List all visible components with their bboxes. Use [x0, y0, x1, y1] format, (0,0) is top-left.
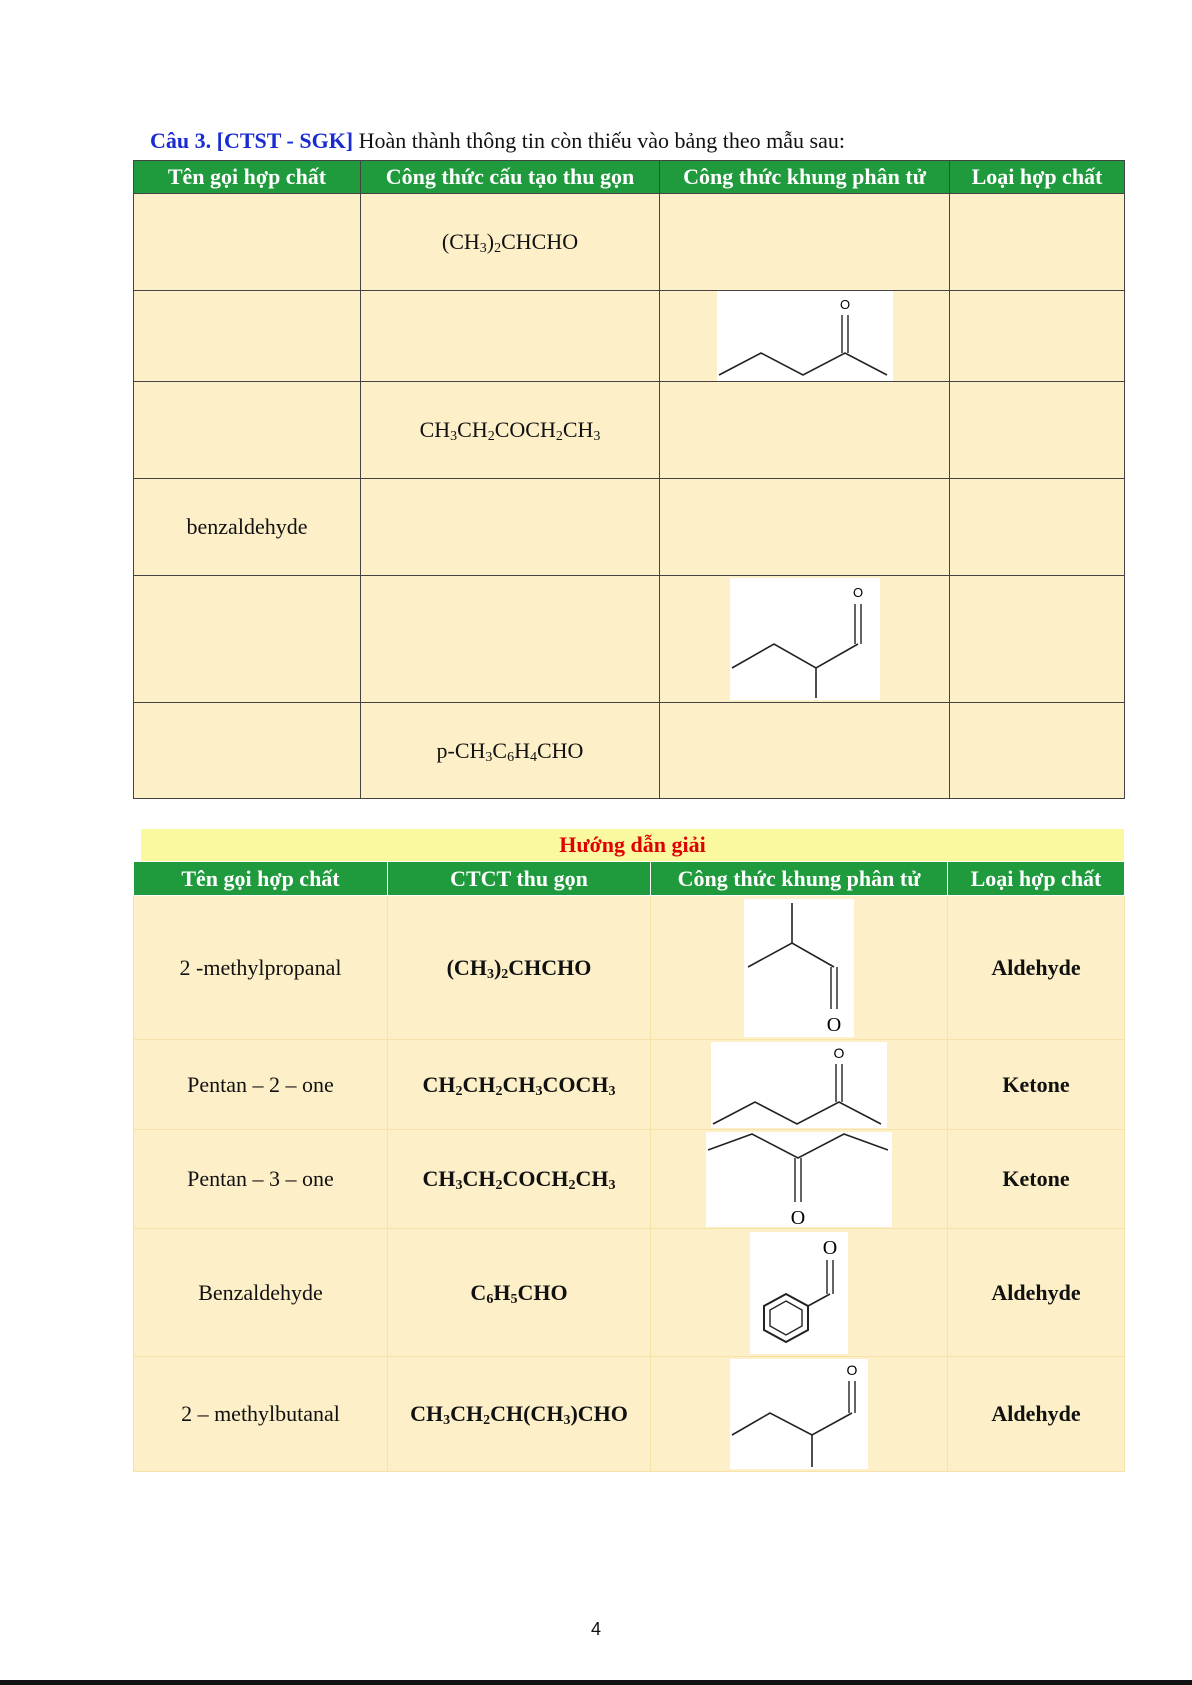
formula-cell: $CH_3CH_2COCH_2CH_3$	[361, 382, 660, 479]
solution-title: Hướng dẫn giải	[141, 829, 1124, 861]
table-row	[134, 1229, 1125, 1357]
header-skeleton: Công thức khung phân tử	[651, 862, 948, 896]
2-methylbutanal-skeleton	[730, 1359, 868, 1469]
type-cell	[950, 382, 1125, 479]
table-row	[134, 291, 1125, 382]
skeleton-cell	[660, 194, 950, 291]
type-cell	[950, 194, 1125, 291]
header-type: Loại hợp chất	[948, 862, 1125, 896]
name-cell	[134, 291, 361, 382]
table-row	[134, 576, 1125, 703]
name-cell: benzaldehyde	[134, 479, 361, 576]
name-cell: 2 – methylbutanal	[134, 1357, 388, 1472]
header-skeleton: Công thức khung phân tử	[660, 161, 950, 194]
table-row	[134, 1040, 1125, 1130]
benzaldehyde-skeleton	[750, 1232, 848, 1354]
header-name: Tên gọi hợp chất	[134, 161, 361, 194]
type-cell: Ketone	[948, 1130, 1125, 1229]
table-row	[134, 896, 1125, 1040]
type-cell	[950, 291, 1125, 382]
header-name: Tên gọi hợp chất	[134, 862, 388, 896]
pentan-2-one-skeleton	[717, 291, 893, 381]
solution-table-header	[134, 862, 1125, 896]
page-number: 4	[590, 1619, 601, 1639]
oxygen-label: O	[826, 1013, 842, 1036]
name-cell: Benzaldehyde	[134, 1229, 388, 1357]
header-type: Loại hợp chất	[950, 161, 1125, 194]
type-cell: Aldehyde	[948, 896, 1125, 1040]
oxygen-label: O	[852, 585, 863, 600]
oxygen-label: O	[846, 1362, 858, 1378]
skeleton-cell	[660, 291, 950, 382]
name-cell: Pentan – 3 – one	[134, 1130, 388, 1229]
formula-cell: $CH_2CH_2CH_3COCH_3$	[388, 1040, 651, 1130]
question-text: Hoàn thành thông tin còn thiếu vào bảng theo mẫu sau:	[353, 128, 845, 153]
name-cell	[134, 576, 361, 703]
formula-cell	[361, 479, 660, 576]
type-cell	[950, 479, 1125, 576]
question-heading	[150, 128, 845, 154]
skeleton-cell	[651, 1357, 948, 1472]
table-row	[134, 703, 1125, 799]
question-table-header	[134, 161, 1125, 194]
skeleton-cell	[660, 479, 950, 576]
pentan-2-one-skeleton	[711, 1042, 887, 1128]
name-cell: Pentan – 2 – one	[134, 1040, 388, 1130]
table-row	[134, 382, 1125, 479]
formula-cell: $CH_3CH_2CH(CH_3)CHO$	[388, 1357, 651, 1472]
question-number: Câu 3. [CTST - SGK]	[150, 128, 354, 153]
formula-cell: $(CH_3)_2CHCHO$	[388, 896, 651, 1040]
formula-cell: $p-CH_3C_6H_4CHO$	[361, 703, 660, 799]
2-methylbutanal-skeleton	[730, 578, 880, 700]
pentan-3-one-skeleton	[706, 1132, 892, 1227]
formula-cell: $C_6H_5CHO$	[388, 1229, 651, 1357]
formula-cell	[361, 576, 660, 703]
skeleton-cell	[651, 1040, 948, 1130]
question-table	[133, 160, 1125, 799]
skeleton-cell	[651, 1130, 948, 1229]
skeleton-cell	[651, 1229, 948, 1357]
skeleton-cell	[660, 703, 950, 799]
table-row	[134, 479, 1125, 576]
skeleton-cell	[660, 382, 950, 479]
name-cell	[134, 194, 361, 291]
oxygen-label: O	[833, 1044, 845, 1061]
table-row	[134, 194, 1125, 291]
name-cell: 2 -methylpropanal	[134, 896, 388, 1040]
header-formula: Công thức cấu tạo thu gọn	[361, 161, 660, 194]
formula-cell	[361, 291, 660, 382]
formula-cell: $CH_3CH_2COCH_2CH_3$	[388, 1130, 651, 1229]
skeleton-cell	[660, 576, 950, 703]
skeleton-cell	[651, 896, 948, 1040]
type-cell: Aldehyde	[948, 1357, 1125, 1472]
type-cell: Ketone	[948, 1040, 1125, 1130]
oxygen-label: O	[839, 297, 850, 312]
name-cell	[134, 703, 361, 799]
type-cell: Aldehyde	[948, 1229, 1125, 1357]
table-row	[134, 1130, 1125, 1229]
type-cell	[950, 576, 1125, 703]
oxygen-label: O	[790, 1206, 806, 1227]
header-formula: CTCT thu gọn	[388, 862, 651, 896]
type-cell	[950, 703, 1125, 799]
formula-cell: $(CH_3)_2CHCHO$	[361, 194, 660, 291]
table-row	[134, 1357, 1125, 1472]
2-methylpropanal-skeleton	[744, 899, 854, 1037]
oxygen-label: O	[822, 1236, 838, 1259]
page-bottom-rule	[0, 1680, 1192, 1685]
solution-table	[133, 861, 1125, 1472]
name-cell	[134, 382, 361, 479]
